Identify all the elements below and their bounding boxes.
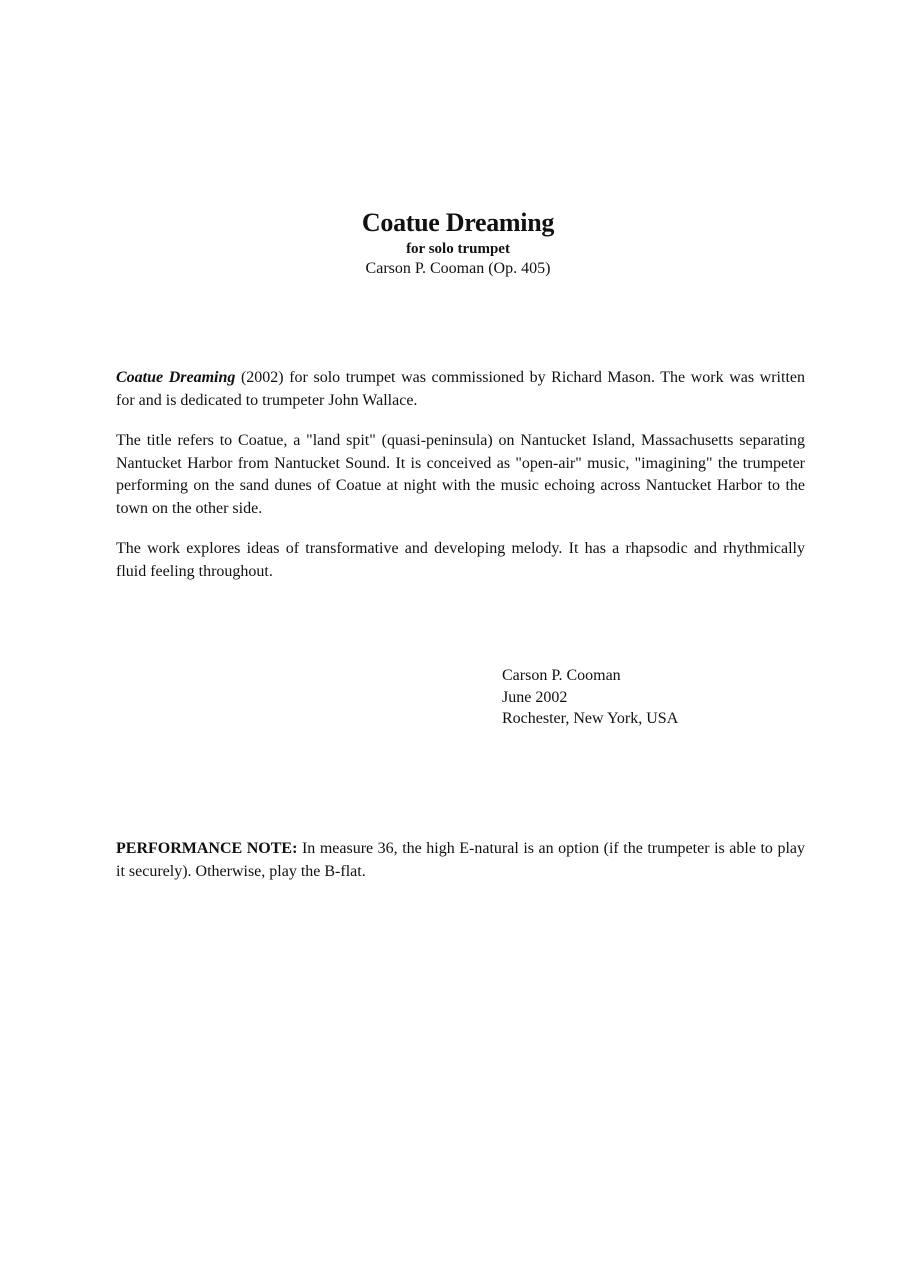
composer-line: Carson P. Cooman (Op. 405) xyxy=(365,260,551,277)
paragraph-title-meaning: The title refers to Coatue, a "land spit" (quasi-peninsula) on Nantucket Island, Massachusetts separating Nantucket Harbor from Nantucket Sound. It is conceived as "open-air" music, "imagining" the trumpeter performing on the sand dunes of Coatue at night with the music echoing across Nantucket Harbor to the town on the other side. xyxy=(116,432,805,517)
subtitle: for solo trumpet xyxy=(406,241,510,257)
paragraph-commission-text: (2002) for solo trumpet was commissioned by Richard Mason. The work was written for and is dedicated to trumpeter John Wallace. xyxy=(116,369,805,409)
signature-place: Rochester, New York, USA xyxy=(502,710,679,727)
signature-block xyxy=(502,665,678,730)
performance-note xyxy=(116,838,805,883)
performance-note-text: In measure 36, the high E-natural is an option (if the trumpeter is able to play it securely). Otherwise, play the B-flat. xyxy=(116,840,805,880)
page-title: Coatue Dreaming xyxy=(361,208,555,237)
work-title-italic: Coatue Dreaming xyxy=(116,369,236,386)
performance-note-label: PERFORMANCE NOTE: xyxy=(116,840,298,857)
paragraph-character: The work explores ideas of transformative and developing melody. It has a rhapsodic and rhythmically fluid feeling throughout. xyxy=(116,540,805,580)
signature-date: June 2002 xyxy=(502,688,568,706)
title-block xyxy=(0,208,900,279)
signature-name: Carson P. Cooman xyxy=(502,667,621,684)
paragraph-commission xyxy=(116,367,805,412)
